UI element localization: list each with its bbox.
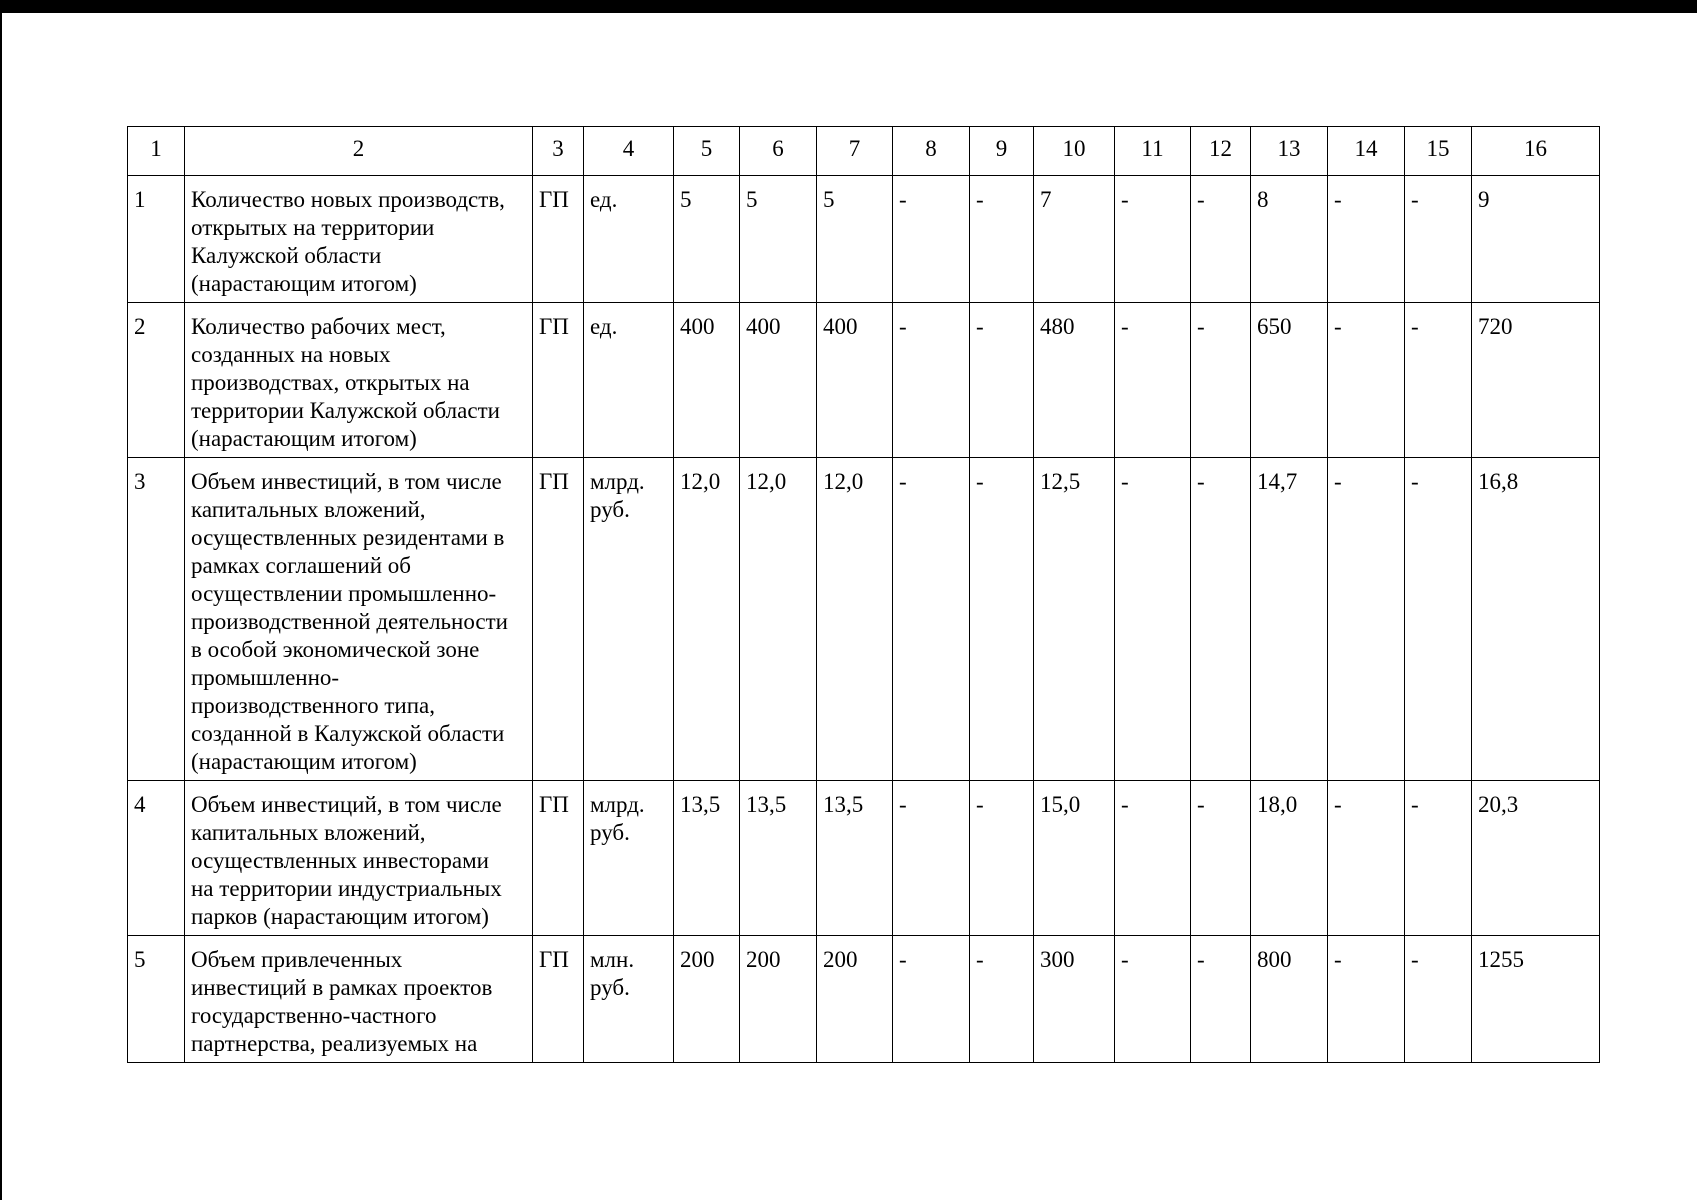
value-cell: -: [1328, 458, 1405, 781]
value-cell: 20,3: [1472, 781, 1600, 936]
value-cell: -: [970, 936, 1034, 1063]
scan-left-border: [0, 13, 2, 1200]
indicator-name: [185, 176, 533, 303]
value-cell: -: [893, 176, 970, 303]
indicator-line: территории Калужской области: [191, 398, 500, 423]
value-cell: -: [1328, 936, 1405, 1063]
indicator-line: партнерства, реализуемых на: [191, 1031, 478, 1056]
row-number: 3: [128, 458, 185, 781]
value-cell: 15,0: [1034, 781, 1115, 936]
value-cell: 12,0: [817, 458, 893, 781]
value-cell: 12,0: [740, 458, 817, 781]
value-cell: 200: [674, 936, 740, 1063]
value-cell: 18,0: [1251, 781, 1328, 936]
indicator-line: инвестиций в рамках проектов: [191, 975, 493, 1000]
value-cell: 400: [674, 303, 740, 458]
column-header: 15: [1405, 127, 1472, 176]
value-cell: 14,7: [1251, 458, 1328, 781]
value-cell: 5: [817, 176, 893, 303]
value-cell: -: [1328, 303, 1405, 458]
value-cell: 8: [1251, 176, 1328, 303]
column-header: 13: [1251, 127, 1328, 176]
indicators-table: [127, 126, 1600, 1063]
column-header: 1: [128, 127, 185, 176]
value-cell: 200: [817, 936, 893, 1063]
scan-top-border: [0, 0, 1697, 13]
table-row: [128, 176, 1600, 303]
column-header: 10: [1034, 127, 1115, 176]
indicator-line: (нарастающим итогом): [191, 271, 417, 296]
unit-line: млрд.: [590, 469, 645, 494]
column-header: 2: [185, 127, 533, 176]
column-header: 14: [1328, 127, 1405, 176]
unit: [584, 936, 674, 1063]
unit-line: руб.: [590, 975, 630, 1000]
value-cell: 5: [674, 176, 740, 303]
column-header: 5: [674, 127, 740, 176]
value-cell: -: [1191, 936, 1251, 1063]
value-cell: 650: [1251, 303, 1328, 458]
unit: [584, 176, 674, 303]
column-header: 9: [970, 127, 1034, 176]
value-cell: 400: [817, 303, 893, 458]
indicator-line: производствах, открытых на: [191, 370, 470, 395]
value-cell: -: [970, 458, 1034, 781]
indicator-line: открытых на территории: [191, 215, 435, 240]
column-header: 12: [1191, 127, 1251, 176]
value-cell: 200: [740, 936, 817, 1063]
indicator-line: в особой экономической зоне: [191, 637, 480, 662]
indicator-line: осуществленных резидентами в: [191, 525, 505, 550]
value-cell: -: [1405, 936, 1472, 1063]
value-cell: 720: [1472, 303, 1600, 458]
unit-line: млн.: [590, 947, 635, 972]
value-cell: -: [1115, 303, 1191, 458]
unit-line: млрд.: [590, 792, 645, 817]
table-row: [128, 303, 1600, 458]
value-cell: 400: [740, 303, 817, 458]
value-cell: 300: [1034, 936, 1115, 1063]
column-header: 4: [584, 127, 674, 176]
value-cell: 7: [1034, 176, 1115, 303]
value-cell: -: [1191, 176, 1251, 303]
indicator-line: государственно-частного: [191, 1003, 437, 1028]
indicator-line: производственной деятельности: [191, 609, 508, 634]
table-row: [128, 458, 1600, 781]
value-cell: 13,5: [740, 781, 817, 936]
indicator-line: Объем инвестиций, в том числе: [191, 792, 502, 817]
indicator-line: Объем привлеченных: [191, 947, 403, 972]
unit: [584, 303, 674, 458]
indicator-line: парков (нарастающим итогом): [191, 904, 489, 929]
value-cell: -: [1328, 176, 1405, 303]
row-number: 4: [128, 781, 185, 936]
program-code: ГП: [533, 176, 584, 303]
indicator-line: на территории индустриальных: [191, 876, 502, 901]
value-cell: 12,0: [674, 458, 740, 781]
value-cell: 12,5: [1034, 458, 1115, 781]
value-cell: 5: [740, 176, 817, 303]
column-header: 7: [817, 127, 893, 176]
unit-line: руб.: [590, 820, 630, 845]
table-row: [128, 781, 1600, 936]
value-cell: -: [1191, 303, 1251, 458]
value-cell: -: [970, 303, 1034, 458]
value-cell: -: [893, 303, 970, 458]
value-cell: 9: [1472, 176, 1600, 303]
indicator-line: промышленно-: [191, 665, 340, 690]
value-cell: 13,5: [674, 781, 740, 936]
indicator-line: осуществлении промышленно-: [191, 581, 497, 606]
indicator-line: производственного типа,: [191, 693, 435, 718]
value-cell: -: [970, 176, 1034, 303]
indicator-line: созданной в Калужской области: [191, 721, 505, 746]
indicator-line: капитальных вложений,: [191, 497, 426, 522]
column-number-row: [128, 127, 1600, 176]
value-cell: -: [893, 458, 970, 781]
value-cell: 13,5: [817, 781, 893, 936]
indicator-name: [185, 303, 533, 458]
indicator-line: осуществленных инвесторами: [191, 848, 489, 873]
value-cell: -: [1115, 458, 1191, 781]
indicator-line: Количество рабочих мест,: [191, 314, 446, 339]
unit-line: руб.: [590, 497, 630, 522]
column-header: 11: [1115, 127, 1191, 176]
table-row: [128, 936, 1600, 1063]
table-body: [128, 127, 1600, 1063]
indicator-name: [185, 936, 533, 1063]
program-code: ГП: [533, 781, 584, 936]
column-header: 3: [533, 127, 584, 176]
value-cell: 480: [1034, 303, 1115, 458]
column-header: 16: [1472, 127, 1600, 176]
value-cell: -: [1115, 936, 1191, 1063]
row-number: 2: [128, 303, 185, 458]
indicator-line: созданных на новых: [191, 342, 391, 367]
indicator-line: Калужской области: [191, 243, 382, 268]
value-cell: -: [1115, 781, 1191, 936]
indicator-line: (нарастающим итогом): [191, 426, 417, 451]
indicator-line: рамках соглашений об: [191, 553, 412, 578]
value-cell: -: [1191, 781, 1251, 936]
value-cell: 16,8: [1472, 458, 1600, 781]
unit-line: ед.: [590, 314, 618, 339]
indicator-line: Количество новых производств,: [191, 187, 505, 212]
value-cell: -: [1405, 781, 1472, 936]
value-cell: -: [970, 781, 1034, 936]
value-cell: 800: [1251, 936, 1328, 1063]
indicator-name: [185, 781, 533, 936]
column-header: 6: [740, 127, 817, 176]
indicator-name: [185, 458, 533, 781]
column-header: 8: [893, 127, 970, 176]
indicator-line: Объем инвестиций, в том числе: [191, 469, 502, 494]
program-code: ГП: [533, 936, 584, 1063]
unit-line: ед.: [590, 187, 618, 212]
value-cell: 1255: [1472, 936, 1600, 1063]
unit: [584, 781, 674, 936]
value-cell: -: [1405, 303, 1472, 458]
indicator-line: (нарастающим итогом): [191, 749, 417, 774]
value-cell: -: [893, 936, 970, 1063]
row-number: 5: [128, 936, 185, 1063]
indicator-line: капитальных вложений,: [191, 820, 426, 845]
value-cell: -: [1405, 176, 1472, 303]
value-cell: -: [893, 781, 970, 936]
value-cell: -: [1405, 458, 1472, 781]
row-number: 1: [128, 176, 185, 303]
value-cell: -: [1328, 781, 1405, 936]
value-cell: -: [1191, 458, 1251, 781]
program-code: ГП: [533, 458, 584, 781]
value-cell: -: [1115, 176, 1191, 303]
program-code: ГП: [533, 303, 584, 458]
unit: [584, 458, 674, 781]
